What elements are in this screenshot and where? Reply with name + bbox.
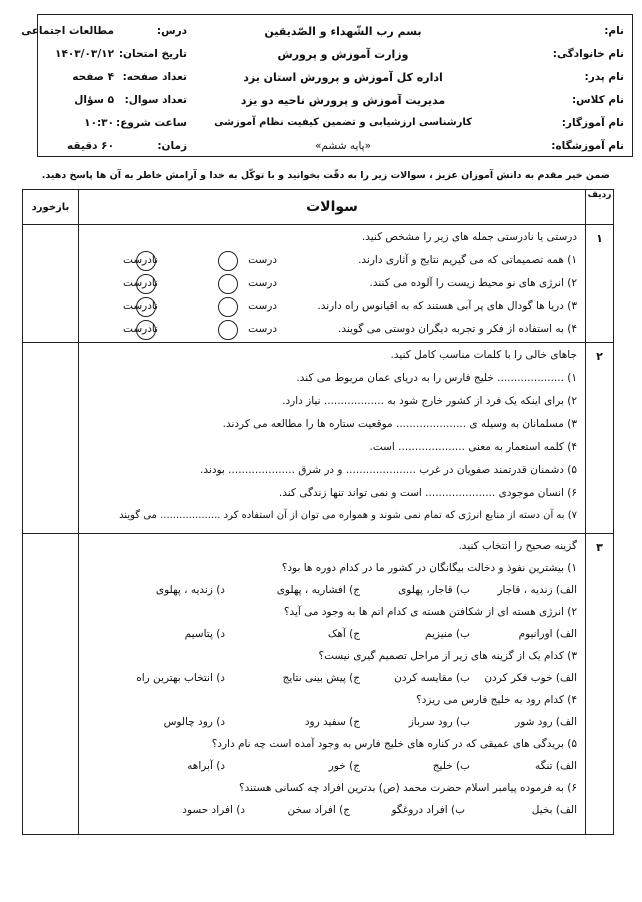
- q3-option[interactable]: ج) خور: [328, 760, 360, 772]
- q3-option[interactable]: ج) آهک: [327, 628, 360, 640]
- q3-option[interactable]: ج) افراد سخن: [287, 804, 350, 816]
- province-office-title: اداره کل آموزش و پرورش استان یزد: [243, 71, 443, 84]
- q3-question: ۳) کدام یک از گزینه های زیر از مراحل تصمیم گیری نیست؟: [318, 650, 577, 662]
- q3-option[interactable]: ب) مقایسه کردن: [394, 672, 470, 684]
- false-label: نادرست: [123, 277, 158, 289]
- false-option-circle[interactable]: [136, 297, 156, 317]
- q3-option[interactable]: الف) بخیل: [531, 804, 577, 816]
- q1-item: ۲) انرژی های نو محیط زیست را آلوده می کنند.: [369, 277, 577, 289]
- q3-question: ۴) کدام رود به خلیج فارس می ریزد؟: [416, 694, 577, 706]
- false-option-circle[interactable]: [136, 274, 156, 294]
- q3-question: ۵) بریدگی های عمیقی که در کناره های خلیج فارس به وجود آمده است چه نام دارد؟: [211, 738, 577, 750]
- subject-label: درس:: [156, 25, 187, 37]
- q3-option[interactable]: الف) اورانیوم: [518, 628, 577, 640]
- q3-option[interactable]: ج) سفید رود: [304, 716, 360, 728]
- q3-option[interactable]: ب) افراد دروغگو: [391, 804, 465, 816]
- page-count-label: تعداد صفحه:: [122, 71, 187, 83]
- q2-cell: [79, 343, 586, 534]
- ministry-title: وزارت آموزش و پرورش: [277, 48, 409, 61]
- header-row-number: ردیف: [586, 190, 614, 225]
- false-label: نادرست: [123, 300, 158, 312]
- q1-title: درستی یا نادرستی جمله های زیر را مشخص کنید.: [361, 231, 577, 243]
- q3-option[interactable]: ب) رود سرباز: [408, 716, 470, 728]
- subject-value: مطالعات اجتماعی: [21, 25, 114, 37]
- q1-number: ۱: [586, 225, 614, 343]
- true-option-circle[interactable]: [218, 297, 238, 317]
- basmala-title: بسم رب الشّهداء و الصّدیقین: [264, 25, 422, 38]
- q3-question: ۲) انرژی هسته ای از شکافتن هسته ی کدام اتم ها به وجود می آید؟: [283, 606, 577, 618]
- grade-title: «پایه ششم»: [314, 140, 372, 152]
- intro-text: ضمن خیر مقدم به دانش آموزان عزیز ، سوالات زیر را به دقّت بخوانید و با توکّل به خدا و آرامش خاطر به آن ها پاسخ دهید.: [41, 170, 610, 181]
- exam-header: [21, 14, 633, 157]
- false-option-circle[interactable]: [136, 320, 156, 340]
- q2-feedback-cell[interactable]: [23, 343, 79, 534]
- true-label: درست: [248, 323, 277, 335]
- teacher-name-label: نام آموزگار:: [561, 117, 624, 129]
- false-label: نادرست: [123, 323, 158, 335]
- false-option-circle[interactable]: [136, 251, 156, 271]
- q2-title: جاهای خالی را با کلمات مناسب کامل کنید.: [390, 349, 577, 361]
- q2-item: ۲) برای اینکه یک فرد از کشور خارج شود به .................. نیاز دارد.: [282, 395, 577, 407]
- question-count-value: ۵ سؤال: [74, 94, 114, 106]
- q3-feedback-cell[interactable]: [23, 534, 79, 835]
- class-name-label: نام کلاس:: [571, 94, 624, 106]
- q2-item: ۳) مسلمانان به وسیله ی ..................... موقعیت ستاره ها را مطالعه می کردند.: [222, 418, 577, 430]
- exam-date-label: تاریخ امتحان:: [118, 48, 187, 60]
- q3-option[interactable]: الف) تنگه: [535, 760, 577, 772]
- q2-item: ۷) به آن دسته از منابع انرژی که تمام نمی شوند و همواره می توان از آن استفاده کرد ................... می گویند: [119, 510, 577, 521]
- q3-cell: [79, 534, 586, 835]
- q3-option[interactable]: ب) منیزیم: [425, 628, 470, 640]
- duration-value: ۶۰ دقیقه: [67, 140, 114, 152]
- q3-option[interactable]: د) افراد حسود: [182, 804, 245, 816]
- q3-option[interactable]: د) آبراهه: [187, 760, 225, 772]
- student-name-label: نام:: [604, 25, 624, 37]
- true-label: درست: [248, 300, 277, 312]
- q3-option[interactable]: ب) قاجار، پهلوی: [398, 584, 470, 596]
- q3-option[interactable]: ج) افشاریه ، پهلوی: [276, 584, 360, 596]
- questions-table: [22, 189, 614, 835]
- q1-feedback-cell[interactable]: [23, 225, 79, 343]
- q1-item: ۳) دریا ها گودال های پر آبی هستند که به اقیانوس راه دارند.: [317, 300, 577, 312]
- q2-item: ۱) .................... خلیج فارس را به دریای عمان مربوط می کند.: [296, 372, 577, 384]
- header-questions: سوالات: [79, 190, 586, 225]
- start-time-label: ساعت شروع:: [116, 117, 187, 129]
- school-name-label: نام آموزشگاه:: [551, 140, 624, 152]
- district-office-title: مدیریت آموزش و پرورش ناحیه دو یزد: [240, 94, 446, 107]
- q3-option[interactable]: الف) زندیه ، قاجار: [497, 584, 577, 596]
- q3-number: ۳: [586, 534, 614, 835]
- q3-title: گزینه صحیح را انتخاب کنید.: [458, 540, 577, 552]
- q3-question: ۱) بیشترین نفوذ و دخالت بیگانگان در کشور ما در کدام دوره ها بود؟: [281, 562, 577, 574]
- q3-option[interactable]: الف) رود شور: [515, 716, 577, 728]
- q1-item: ۱) همه تصمیماتی که می گیریم نتایج و آثاری دارند.: [358, 254, 577, 266]
- header-feedback: بازخورد: [23, 190, 79, 225]
- true-label: درست: [248, 277, 277, 289]
- q2-number: ۲: [586, 343, 614, 534]
- q1-cell: [79, 225, 586, 343]
- father-name-label: نام پدر:: [584, 71, 624, 83]
- q3-option[interactable]: د) رود چالوس: [163, 716, 225, 728]
- family-name-label: نام خانوادگی:: [552, 48, 624, 60]
- duration-label: زمان:: [157, 140, 187, 152]
- q3-option[interactable]: د) پتاسیم: [184, 628, 225, 640]
- true-option-circle[interactable]: [218, 251, 238, 271]
- question-count-label: تعداد سوال:: [124, 94, 187, 106]
- q3-option[interactable]: الف) خوب فکر کردن: [484, 672, 577, 684]
- q3-option[interactable]: د) زندیه ، پهلوی: [155, 584, 225, 596]
- q3-question: ۶) به فرموده پیامبر اسلام حضرت محمد (ص) بدترین افراد چه کسانی هستند؟: [239, 782, 577, 794]
- start-time-value: ۱۰:۳۰: [84, 117, 114, 129]
- false-label: نادرست: [123, 254, 158, 266]
- true-option-circle[interactable]: [218, 274, 238, 294]
- q3-option[interactable]: د) انتخاب بهترین راه: [136, 672, 225, 684]
- exam-date-value: ۱۴۰۳/۰۳/۱۲: [55, 48, 114, 60]
- q2-item: ۶) انسان موجودی ..................... است و نمی تواند تنها زندگی کند.: [278, 487, 577, 499]
- q3-option[interactable]: ج) پیش بینی نتایج: [282, 672, 360, 684]
- q1-item: ۴) به استفاده از فکر و تجربه دیگران دوستی می گویند.: [338, 323, 577, 335]
- q3-option[interactable]: ب) خلیج: [432, 760, 470, 772]
- true-label: درست: [248, 254, 277, 266]
- page-count-value: ۴ صفحه: [72, 71, 114, 83]
- evaluation-office-title: کارشناسی ارزشیابی و تضمین کیفیت نظام آموزشی: [214, 117, 472, 128]
- q2-item: ۴) کلمه استعمار به معنی .................... است.: [369, 441, 577, 453]
- q2-item: ۵) دشمنان قدرتمند صفویان در غرب ..................... و در شرق .................... بودند.: [200, 464, 577, 476]
- true-option-circle[interactable]: [218, 320, 238, 340]
